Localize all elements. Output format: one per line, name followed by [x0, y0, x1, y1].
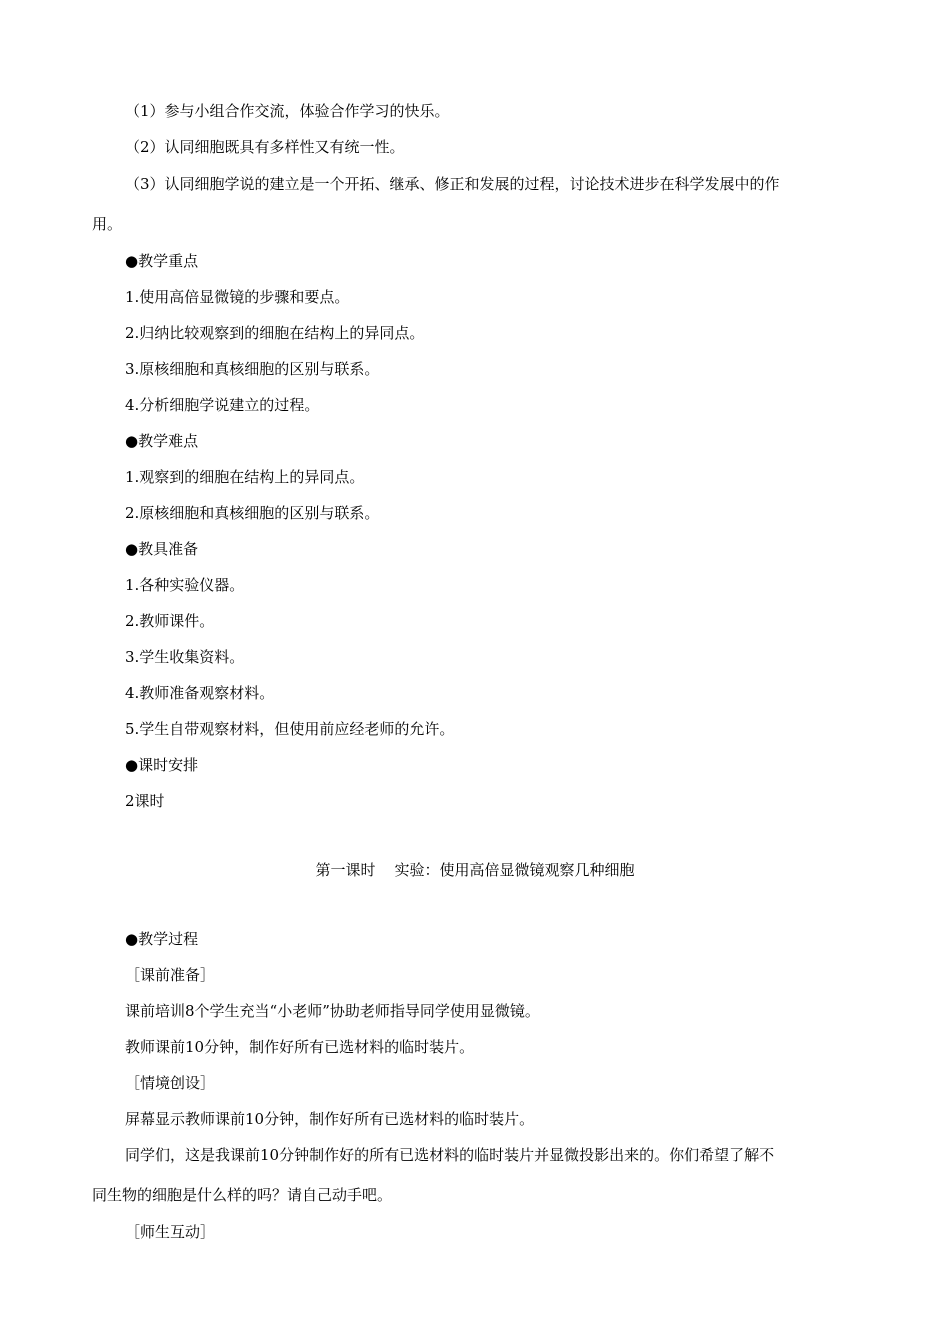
scene-item-2-continued: 同生物的细胞是什么样的吗？请自己动手吧。 [92, 1186, 393, 1204]
goal-1: （1）参与小组合作交流，体验合作学习的快乐。 [125, 102, 450, 120]
material-5: 5.学生自带观察材料，但使用前应经老师的允许。 [125, 720, 455, 738]
difficult-point-2: 2.原核细胞和真核细胞的区别与联系。 [125, 504, 380, 522]
scene-heading: ［情境创设］ [125, 1074, 216, 1092]
key-point-4: 4.分析细胞学说建立的过程。 [125, 396, 320, 414]
schedule-value: 2课时 [125, 792, 165, 810]
goal-2: （2）认同细胞既具有多样性又有统一性。 [125, 138, 405, 156]
interact-heading: ［师生互动］ [125, 1223, 216, 1241]
difficult-points-heading: ●教学难点 [125, 432, 199, 450]
key-point-1: 1.使用高倍显微镜的步骤和要点。 [125, 288, 350, 306]
material-2: 2.教师课件。 [125, 612, 215, 630]
prep-heading: ［课前准备］ [125, 966, 216, 984]
scene-item-2: 同学们，这是我课前10分钟制作好的所有已选材料的临时装片并显微投影出来的。你们希望了解不 [125, 1146, 775, 1164]
material-3: 3.学生收集资料。 [125, 648, 245, 666]
difficult-point-1: 1.观察到的细胞在结构上的异同点。 [125, 468, 365, 486]
goal-3: （3）认同细胞学说的建立是一个开拓、继承、修正和发展的过程，讨论技术进步在科学发展中的作 [125, 175, 780, 193]
key-point-3: 3.原核细胞和真核细胞的区别与联系。 [125, 360, 380, 378]
process-heading: ●教学过程 [125, 930, 199, 948]
materials-heading: ●教具准备 [125, 540, 199, 558]
goal-3-continued: 用。 [92, 215, 123, 233]
key-points-heading: ●教学重点 [125, 252, 199, 270]
key-point-2: 2.归纳比较观察到的细胞在结构上的异同点。 [125, 324, 425, 342]
schedule-heading: ●课时安排 [125, 756, 199, 774]
lesson-title: 第一课时 实验：使用高倍显微镜观察几种细胞 [315, 861, 635, 879]
prep-item-2: 教师课前10分钟，制作好所有已选材料的临时装片。 [125, 1038, 475, 1056]
material-1: 1.各种实验仪器。 [125, 576, 245, 594]
scene-item-1: 屏幕显示教师课前10分钟，制作好所有已选材料的临时装片。 [125, 1110, 535, 1128]
prep-item-1: 课前培训8个学生充当“小老师”协助老师指导同学使用显微镜。 [125, 1002, 540, 1020]
material-4: 4.教师准备观察材料。 [125, 684, 275, 702]
